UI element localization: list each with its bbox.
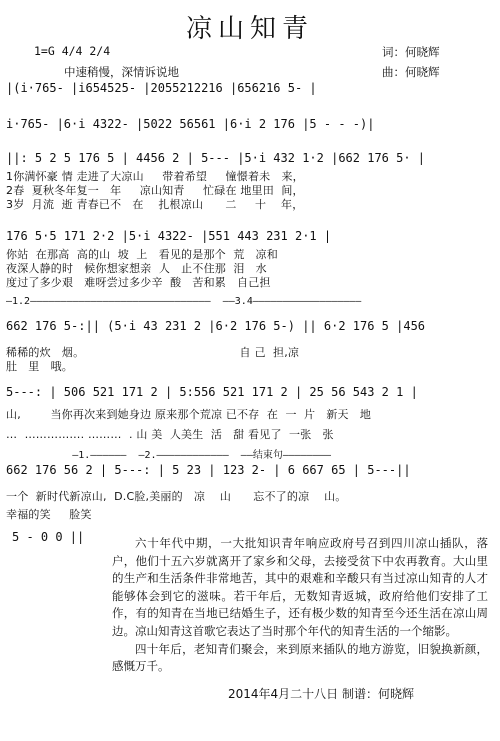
lyric-line: 1你满怀豪 情 走进了大凉山 带着希望 憧憬着未 来， xyxy=(6,170,304,183)
notation-line: 5---: | 506 521 171 2 | 5:556 521 171 2 | 25 56 543 2 1 | xyxy=(6,384,496,403)
lyric-line: 一个 新时代新凉山, D.C脸,美丽的 凉 山 忘不了的凉 山。 xyxy=(6,490,347,503)
key-signature: 1=G 4/4 2/4 xyxy=(34,44,111,58)
story-text xyxy=(112,535,488,676)
lyric-line: 肚 里 哦。 xyxy=(6,360,73,373)
notation-line: i·765- |6·i 4322- |5022 56561 |6·i 2 176 |5 - - -)| xyxy=(6,116,496,135)
notation-line: 662 176 5-:|| (5·i 43 231 2 |6·2 176 5-) || 6·2 176 5 |456 xyxy=(6,318,496,337)
volta-bracket: —1.—————— —2.———————————— ——结束句———————— xyxy=(6,450,332,461)
volta-bracket: —1.2—————————————————————————————— ——3.4—————————————————— xyxy=(6,296,362,307)
story-paragraph: 六十年代中期，一大批知识青年响应政府号召到四川凉山插队，落户，他们十五六岁就离开了家乡和父母，去接受贫下中农再教育。大山里的生产和生活条件非常地苦，其中的艰难和辛酸只有当过凉山知青的人才能够体会到它的滋味。若干年后，无数知青返城，政府给他们安排了工作，有的知青在当地已结婚生子，还有极少数的知青至今还生活在凉山周边。凉山知青这首歌它表达了当时那个年代的知青生活的一个缩影。 xyxy=(112,536,488,638)
story-paragraph: 四十年后，老知青们聚会，来到原来插队的地方游览，旧貌换新颜，感慨万千。 xyxy=(112,641,488,674)
lyric-line: 度过了多少艰 难呀尝过多少辛 酸 苦和累 自己担 xyxy=(6,276,271,289)
lyric-line: 你站 在那高 高的山 坡 上 看见的是那个 荒 凉和 xyxy=(6,248,278,261)
tempo-marking: 中速稍慢，深情诉说地 xyxy=(64,65,179,79)
composer-credit: 曲：何晓辉 xyxy=(382,65,440,79)
lyric-line: … ……………. ……… . 山 美 人美生 活 甜 看见了 一张 张 xyxy=(6,428,334,441)
notation-line: |(i·765- |i654525- |2055212216 |656216 5- | xyxy=(6,80,496,99)
lyric-line: 稀稀的炊 烟。 自 己 担,凉 xyxy=(6,346,300,359)
song-title: 凉山知青 xyxy=(185,14,314,44)
lyric-line: 夜深人静的时 候你想家想亲 人 止不住那 泪 水 xyxy=(6,262,267,275)
footer-signature: 2014年4月二十八日 制谱：何晓辉 xyxy=(228,687,414,701)
lyricist-credit: 词：何晓辉 xyxy=(382,45,440,59)
lyric-line: 幸福的笑 脸笑 xyxy=(6,508,92,521)
notation-line: 176 5·5 171 2·2 |5·i 4322- |551 443 231 2·1 | xyxy=(6,228,496,247)
lyric-line: 3岁 月流 逝 青春已不 在 扎根凉山 二 十 年， xyxy=(6,198,304,211)
notation-line: ||: 5 2 5 176 5 | 4456 2 | 5--- |5·i 432 1·2 |662 176 5· | xyxy=(6,150,496,169)
ending-measure: 5 - 0 0 || xyxy=(12,530,85,544)
lyric-line: 2春 夏秋冬年复一 年 凉山知青 忙碌在 地里田 间， xyxy=(6,184,304,197)
lyric-line: 山, 当你再次来到她身边 原来那个荒凉 已不存 在 一 片 新天 地 xyxy=(6,408,372,421)
notation-line: 662 176 56 2 | 5---: | 5 23 | 123 2- | 6 667 65 | 5---|| xyxy=(6,462,496,481)
